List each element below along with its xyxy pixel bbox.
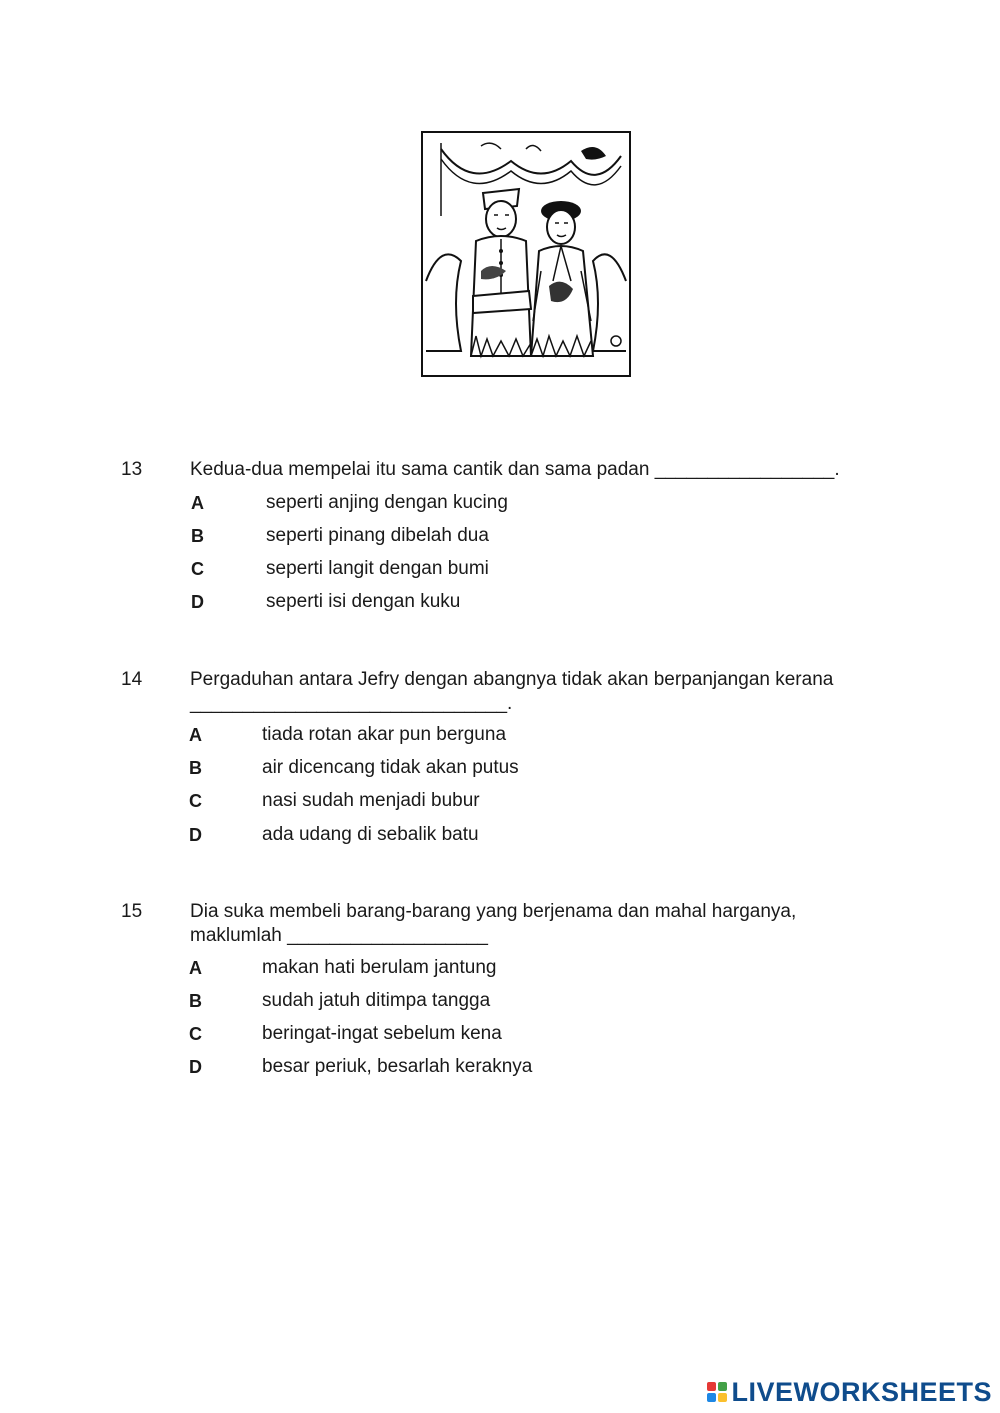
- option-letter: A: [191, 493, 204, 513]
- option-a[interactable]: [0, 955, 1000, 981]
- option-letter: C: [191, 559, 204, 579]
- question-number: 13: [121, 459, 143, 480]
- option-letter: D: [189, 1057, 202, 1077]
- question-text: Kedua-dua mempelai itu sama cantik dan sama padan _________________.: [190, 459, 840, 480]
- option-text: makan hati berulam jantung: [262, 957, 497, 978]
- option-b[interactable]: [0, 988, 1000, 1014]
- option-d[interactable]: [0, 1054, 1000, 1080]
- option-letter: C: [189, 791, 202, 811]
- option-b[interactable]: [0, 755, 1000, 781]
- option-letter: D: [189, 825, 202, 845]
- option-letter: C: [189, 1024, 202, 1044]
- option-c[interactable]: [0, 788, 1000, 814]
- option-letter: B: [191, 526, 204, 546]
- option-text: seperti pinang dibelah dua: [266, 525, 489, 546]
- option-b[interactable]: [0, 523, 1000, 549]
- liveworksheets-logo-icon: [707, 1382, 727, 1402]
- option-c[interactable]: [0, 1021, 1000, 1047]
- option-text: seperti isi dengan kuku: [266, 591, 461, 612]
- question-text: Dia suka membeli barang-barang yang berjenama dan mahal harganya, maklumlah ___________________: [190, 901, 797, 946]
- question-number: 15: [121, 901, 143, 922]
- option-a[interactable]: [0, 490, 1000, 516]
- question-number: 14: [121, 669, 143, 690]
- option-c[interactable]: [0, 556, 1000, 582]
- option-text: beringat-ingat sebelum kena: [262, 1023, 502, 1044]
- option-a[interactable]: [0, 722, 1000, 748]
- option-text: air dicencang tidak akan putus: [262, 757, 519, 778]
- option-text: tiada rotan akar pun berguna: [262, 724, 507, 745]
- option-text: seperti anjing dengan kucing: [266, 492, 508, 513]
- option-letter: A: [189, 958, 202, 978]
- option-text: besar periuk, besarlah keraknya: [262, 1056, 533, 1077]
- brand-name: LIVEWORKSHEETS: [731, 1376, 992, 1407]
- option-text: sudah jatuh ditimpa tangga: [262, 990, 491, 1011]
- option-text: ada udang di sebalik batu: [262, 824, 479, 845]
- option-letter: D: [191, 592, 204, 612]
- option-letter: A: [189, 725, 202, 745]
- option-letter: B: [189, 758, 202, 778]
- option-letter: B: [189, 991, 202, 1011]
- wedding-couple-illustration: [421, 131, 631, 377]
- option-text: seperti langit dengan bumi: [266, 558, 489, 579]
- question-text: Pergaduhan antara Jefry dengan abangnya tidak akan berpanjangan kerana ______________________________.: [190, 669, 834, 714]
- liveworksheets-logo: [707, 1377, 992, 1407]
- option-d[interactable]: [0, 589, 1000, 615]
- option-d[interactable]: [0, 822, 1000, 848]
- option-text: nasi sudah menjadi bubur: [262, 790, 480, 811]
